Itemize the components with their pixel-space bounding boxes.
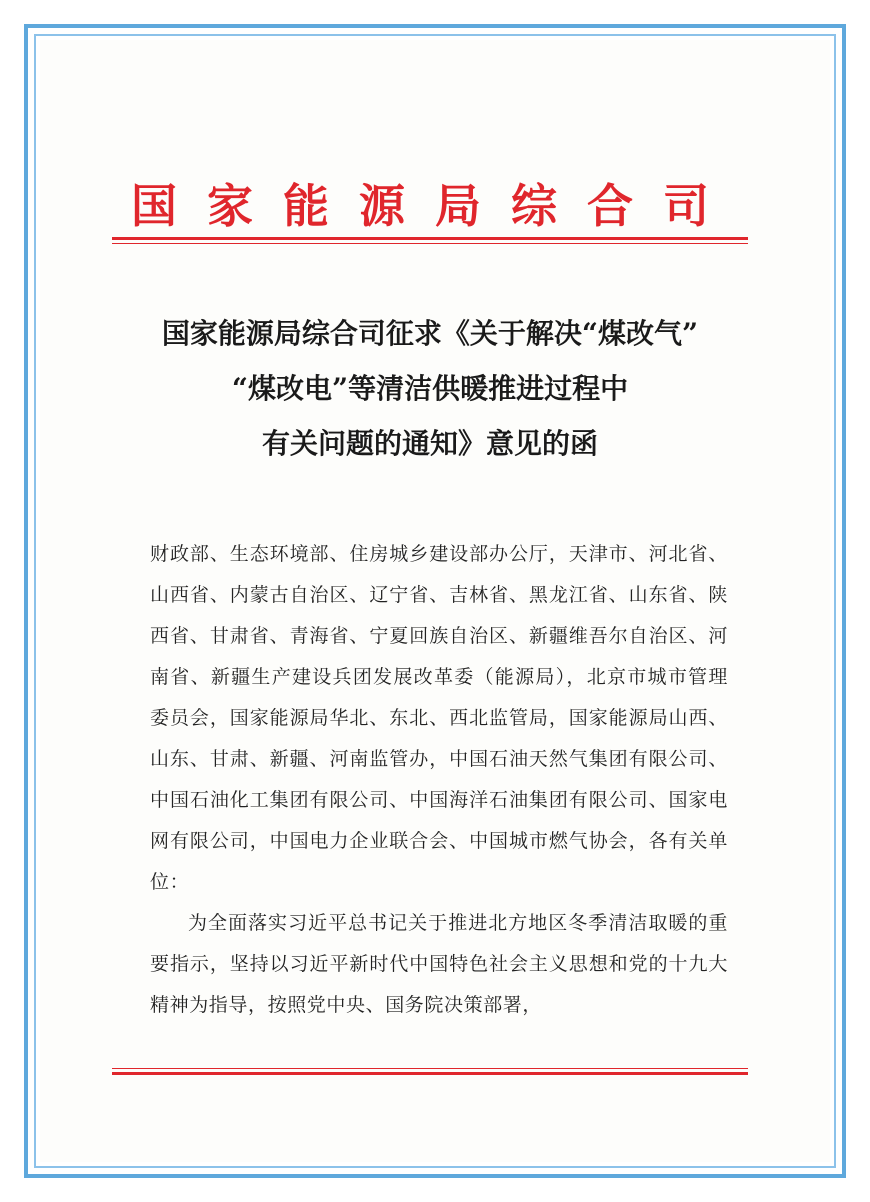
document-title [120, 306, 740, 471]
red-rule-thick [112, 237, 748, 240]
footer-rule-thin [112, 1068, 748, 1069]
masthead-title: 国家能源局综合司 [131, 179, 739, 233]
title-line-1: 国家能源局综合司征求《关于解决“煤改气” [161, 317, 699, 350]
footer-rule-thick [112, 1072, 748, 1075]
red-rule-thin [112, 243, 748, 244]
masthead-red-rule [112, 237, 748, 244]
title-line-2: “煤改电”等清洁供暖推进过程中 [231, 372, 629, 405]
body-paragraph-1: 为全面落实习近平总书记关于推进北方地区冬季清洁取暖的重要指示，坚持以习近平新时代中国特色社会主义思想和党的十九大精神为指导，按照党中央、国务院决策部署， [150, 912, 728, 1016]
footer-red-rule [112, 1068, 748, 1075]
title-line-3: 有关问题的通知》意见的函 [261, 427, 598, 460]
document-body [150, 534, 728, 1026]
recipients-paragraph: 财政部、生态环境部、住房城乡建设部办公厅，天津市、河北省、山西省、内蒙古自治区、辽宁省、吉林省、黑龙江省、山东省、陕西省、甘肃省、青海省、宁夏回族自治区、新疆维吾尔自治区、河南省、新疆生产建设兵团发展改革委（能源局），北京市城市管理委员会，国家能源局华北、东北、西北监管局，国家能源局山西、山东、甘肃、新疆、河南监管办，中国石油天然气集团有限公司、中国石油化工集团有限公司、中国海洋石油集团有限公司、国家电网有限公司，中国电力企业联合会、中国城市燃气协会，各有关单位： [150, 543, 728, 893]
